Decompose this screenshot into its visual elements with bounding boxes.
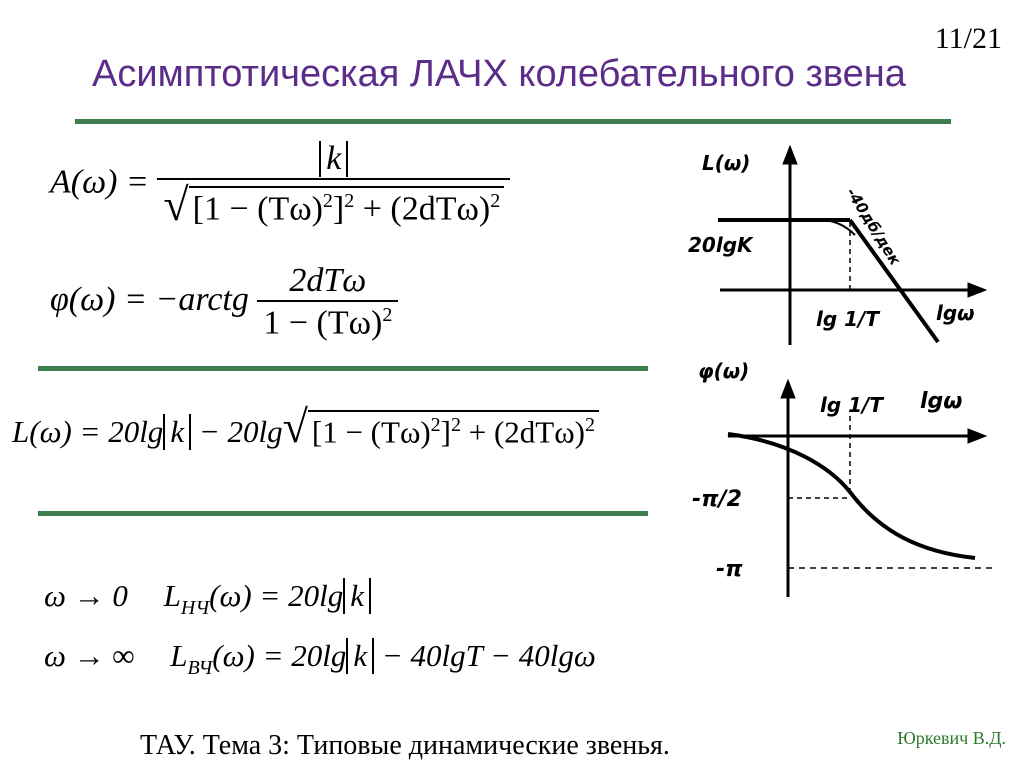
amplitude-x-arrow bbox=[968, 283, 986, 297]
amplitude-level-label: 20lgK bbox=[688, 233, 753, 257]
low-freq-limit: ω → 0 bbox=[44, 578, 128, 613]
divider-1 bbox=[38, 366, 648, 371]
phase-half-pi-label: -π/2 bbox=[692, 487, 742, 512]
amplitude-x-label: lgω bbox=[936, 301, 975, 325]
amplitude-x-tick-label: lg 1/T bbox=[816, 307, 879, 331]
title-divider bbox=[75, 119, 951, 124]
author: Юркевич В.Д. bbox=[897, 728, 1006, 748]
phase-numerator: 2dTω bbox=[289, 262, 367, 299]
low-frequency-formula: ω → 0 $L_{НЧ}(\omega) = 20\lg$ k bbox=[44, 578, 371, 620]
phase-formula: φ(ω) = −arctg $\frac{\text{2dTω}}{1 - (T\omega)^2}$ bbox=[50, 262, 398, 342]
amplitude-slope-label: -40дб/дек bbox=[842, 184, 905, 269]
high-frequency-formula: ω → ∞ $L_{ВЧ}(\omega) = 20\lg$ k − 40lgT − 40lgω bbox=[44, 638, 596, 679]
amplitude-numerator: k bbox=[319, 141, 348, 177]
phase-y-label: φ(ω) bbox=[698, 359, 750, 383]
phase-x-label: lgω bbox=[920, 389, 963, 414]
amplitude-y-arrow bbox=[783, 146, 797, 164]
phase-lhs: φ(ω) = −arctg bbox=[50, 280, 249, 318]
phase-plot bbox=[680, 352, 1000, 602]
phase-x-tick-label: lg 1/T bbox=[820, 393, 883, 417]
amplitude-lhs: A(ω) = bbox=[50, 163, 149, 201]
slide-title: Асимптотическая ЛАЧХ колебательного звена bbox=[92, 53, 906, 95]
amplitude-plot bbox=[680, 140, 1000, 350]
phase-pi-label: -π bbox=[716, 557, 743, 582]
page-number: 11/21 bbox=[934, 22, 1002, 55]
log-amplitude-formula: L(ω) = 20lg k − 20lg √ $[1 - (T\omega)^2]^2 + (2dT\omega)^2$ bbox=[12, 404, 599, 450]
phase-curve bbox=[728, 434, 975, 558]
high-freq-limit: ω → ∞ bbox=[44, 638, 135, 673]
amplitude-formula: A(ω) = k √ $[1 - (T\omega)^2]^2 + (2dT\omega)^2$ bbox=[50, 140, 510, 229]
phase-x-arrow bbox=[968, 429, 986, 443]
divider-2 bbox=[38, 511, 648, 516]
phase-y-arrow bbox=[781, 380, 795, 398]
footer-text: ТАУ. Тема 3: Типовые динамические звенья. bbox=[140, 730, 670, 761]
amplitude-y-label: L(ω) bbox=[702, 151, 751, 175]
